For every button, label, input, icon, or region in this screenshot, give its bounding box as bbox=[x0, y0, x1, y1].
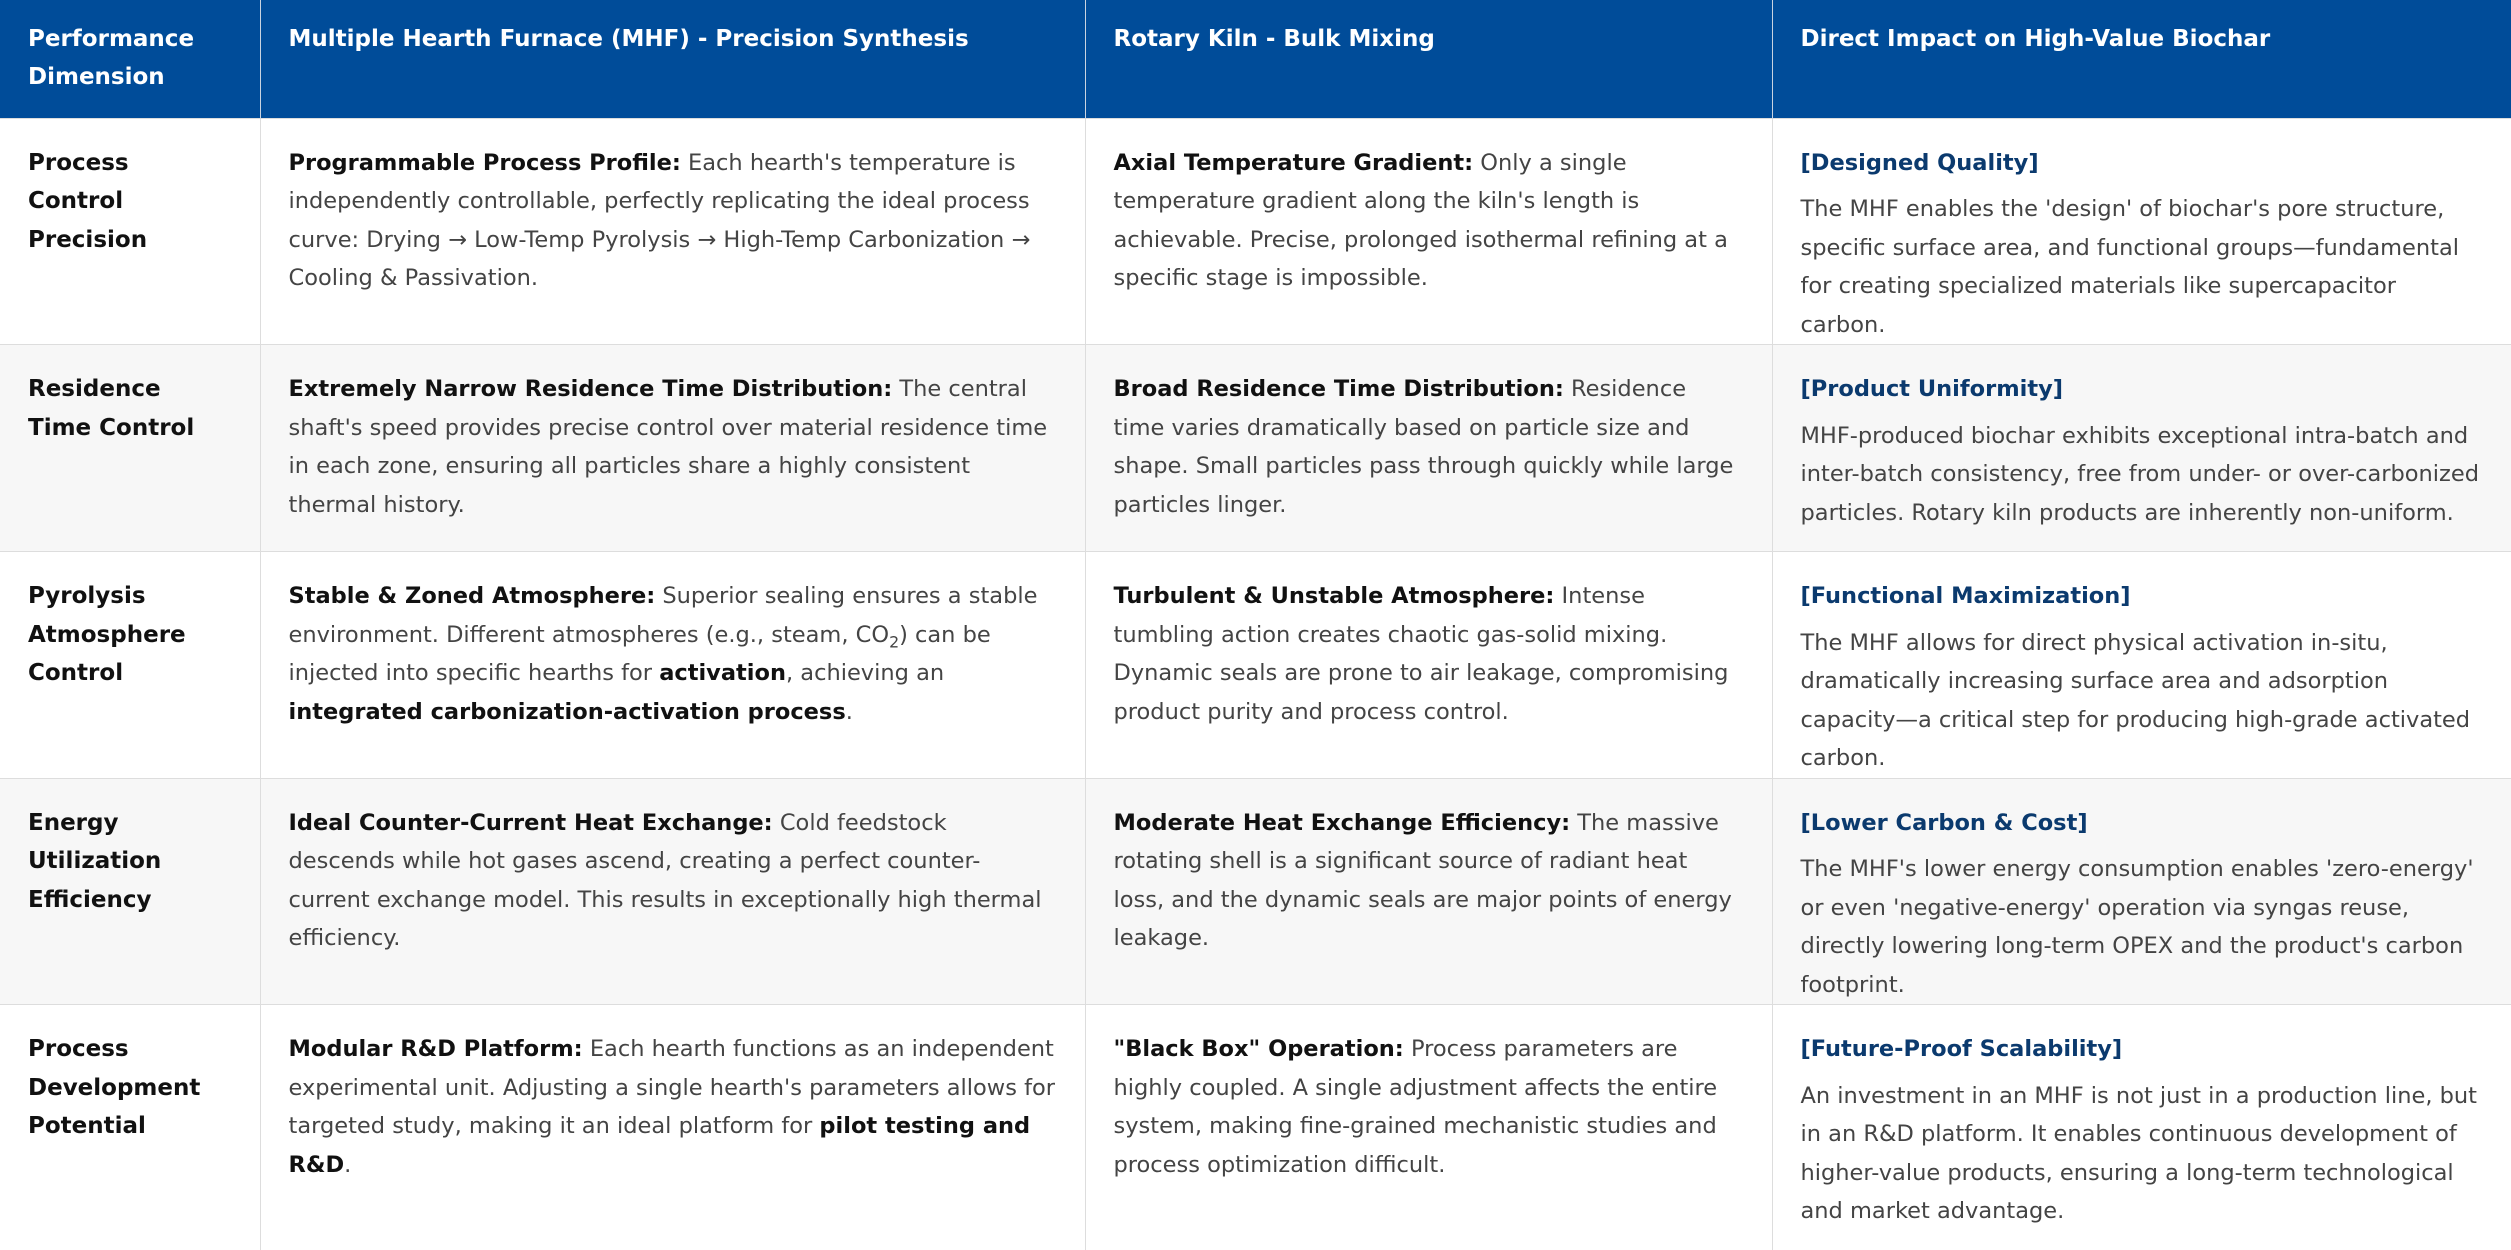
mhf-cell bbox=[260, 118, 1085, 345]
subscript-2: 2 bbox=[889, 632, 900, 651]
header-row bbox=[0, 0, 2511, 118]
table-row bbox=[0, 552, 2511, 779]
kiln-cell bbox=[1085, 1005, 1772, 1250]
kiln-text: Intense tumbling action creates chaotic gas-solid mixing. Dynamic seals are prone to air leakage, compromising product purity and process control. bbox=[1113, 583, 1729, 725]
mhf-text: Superior sealing ensures a stable environment. Different atmospheres (e.g., steam, CO bbox=[288, 583, 1038, 648]
mhf-text: Cold feedstock descends while hot gases ascend, creating a perfect counter-current exchange model. This results in exceptionally high thermal efficiency. bbox=[288, 809, 1042, 951]
header-performance-dimension: Performance Dimension bbox=[0, 0, 260, 118]
mhf-cell bbox=[260, 1005, 1085, 1250]
mhf-cell bbox=[260, 345, 1085, 552]
mhf-emphasis: activation bbox=[659, 660, 786, 686]
kiln-lead: Axial Temperature Gradient: bbox=[1113, 149, 1474, 176]
kiln-lead: Moderate Heat Exchange Efficiency: bbox=[1113, 809, 1571, 836]
impact-cell bbox=[1772, 552, 2511, 779]
table-row bbox=[0, 1005, 2511, 1250]
mhf-lead: Extremely Narrow Residence Time Distribution: bbox=[288, 376, 893, 402]
impact-cell bbox=[1772, 778, 2511, 1005]
table-row bbox=[0, 778, 2511, 1005]
mhf-cell bbox=[260, 778, 1085, 1005]
mhf-text: . bbox=[845, 698, 853, 725]
table-row bbox=[0, 345, 2511, 552]
mhf-cell bbox=[260, 552, 1085, 779]
dimension-cell: Residence Time Control bbox=[0, 345, 260, 552]
impact-title: [Product Uniformity] bbox=[1800, 376, 2064, 402]
impact-title: [Functional Maximization] bbox=[1800, 583, 2131, 609]
kiln-lead: "Black Box" Operation: bbox=[1113, 1036, 1404, 1062]
mhf-lead: Modular R&D Platform: bbox=[288, 1036, 583, 1062]
mhf-text: , achieving an bbox=[785, 660, 945, 686]
mhf-text: Each hearth's temperature is independently controllable, perfectly replicating the ideal process curve: Drying → Low-Temp Pyrolysis → High-Temp Carbonization → Cooling & Passivation. bbox=[288, 149, 1031, 291]
kiln-lead: Broad Residence Time Distribution: bbox=[1113, 376, 1564, 402]
kiln-text: The massive rotating shell is a significant source of radiant heat loss, and the dynamic seals are major points of energy leakage. bbox=[1113, 809, 1732, 951]
dimension-cell: Process Development Potential bbox=[0, 1005, 260, 1250]
mhf-emphasis: integrated carbonization-activation process bbox=[288, 698, 846, 725]
kiln-text: Only a single temperature gradient along the kiln's length is achievable. Precise, prolonged isothermal refining at a specific stage is impossible. bbox=[1113, 149, 1728, 291]
mhf-lead: Programmable Process Profile: bbox=[288, 149, 681, 176]
impact-cell bbox=[1772, 1005, 2511, 1250]
impact-cell bbox=[1772, 345, 2511, 552]
dimension-cell: Energy Utilization Efficiency bbox=[0, 778, 260, 1005]
impact-text: MHF-produced biochar exhibits exceptional intra-batch and inter-batch consistency, free from under- or over-carbonized particles. Rotary kiln products are inherently non-uniform. bbox=[1800, 422, 2479, 526]
impact-text: The MHF allows for direct physical activation in-situ, dramatically increasing surface area and adsorption capacity—a critical step for producing high-grade activated carbon. bbox=[1800, 629, 2471, 771]
mhf-emphasis: pilot testing and R&D bbox=[288, 1113, 1031, 1178]
header-mhf: Multiple Hearth Furnace (MHF) - Precision Synthesis bbox=[260, 0, 1085, 118]
impact-cell bbox=[1772, 118, 2511, 345]
mhf-text: The central shaft's speed provides precise control over material residence time in each zone, ensuring all particles share a highly consistent thermal history. bbox=[288, 376, 1048, 518]
impact-text: The MHF enables the 'design' of biochar's pore structure, specific surface area, and functional groups—fundamental for creating specialized materials like supercapacitor carbon. bbox=[1800, 196, 2459, 338]
impact-text: The MHF's lower energy consumption enables 'zero-energy' or even 'negative-energy' operation via syngas reuse, directly lowering long-term OPEX and the product's carbon footprint. bbox=[1800, 856, 2474, 998]
impact-text: An investment in an MHF is not just in a production line, but in an R&D platform. It enables continuous development of higher-value products, ensuring a long-term technological and market advantage. bbox=[1800, 1082, 2477, 1224]
header-impact: Direct Impact on High-Value Biochar bbox=[1772, 0, 2511, 118]
kiln-cell bbox=[1085, 118, 1772, 345]
mhf-text: Each hearth functions as an independent experimental unit. Adjusting a single hearth's parameters allows for targeted study, making it an ideal platform for bbox=[288, 1036, 1056, 1139]
impact-title: [Designed Quality] bbox=[1800, 149, 2039, 176]
table-row bbox=[0, 118, 2511, 345]
kiln-cell bbox=[1085, 552, 1772, 779]
kiln-text: Residence time varies dramatically based on particle size and shape. Small particles pass through quickly while large particles linger. bbox=[1113, 376, 1734, 518]
dimension-cell: Process Control Precision bbox=[0, 118, 260, 345]
mhf-text: ) can be injected into specific hearths for bbox=[288, 621, 991, 686]
mhf-lead: Ideal Counter-Current Heat Exchange: bbox=[288, 809, 773, 836]
kiln-cell bbox=[1085, 345, 1772, 552]
header-rotary-kiln: Rotary Kiln - Bulk Mixing bbox=[1085, 0, 1772, 118]
kiln-text: Process parameters are highly coupled. A single adjustment affects the entire system, making fine-grained mechanistic studies and process optimization difficult. bbox=[1113, 1036, 1718, 1178]
mhf-text: . bbox=[344, 1151, 352, 1178]
dimension-cell: Pyrolysis Atmosphere Control bbox=[0, 552, 260, 779]
impact-title: [Lower Carbon & Cost] bbox=[1800, 809, 2088, 836]
impact-title: [Future-Proof Scalability] bbox=[1800, 1036, 2123, 1062]
kiln-lead: Turbulent & Unstable Atmosphere: bbox=[1113, 583, 1555, 609]
kiln-cell bbox=[1085, 778, 1772, 1005]
mhf-lead: Stable & Zoned Atmosphere: bbox=[288, 583, 656, 609]
